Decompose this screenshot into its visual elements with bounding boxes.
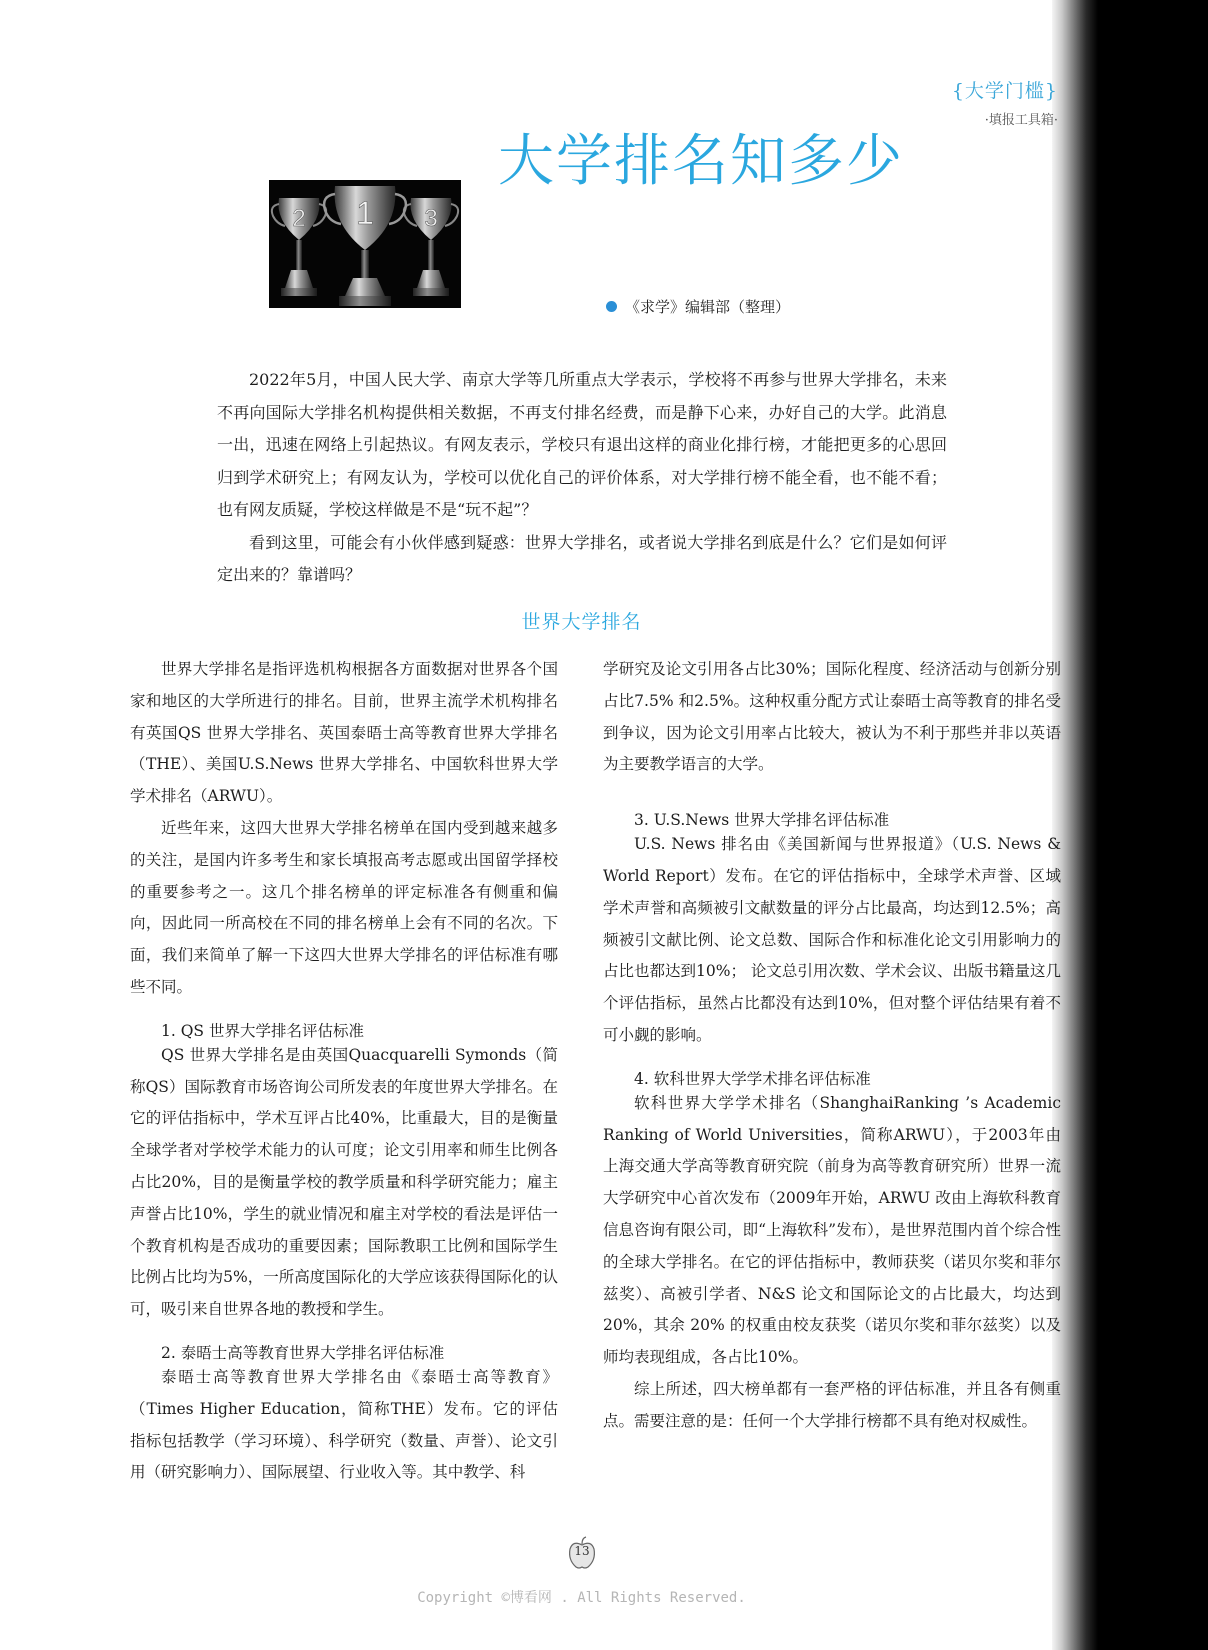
subheading-arwu: 4. 软科世界大学学术排名评估标准: [634, 1069, 871, 1088]
author-credit-text: 《求学》编辑部（整理）: [625, 298, 791, 316]
trophy-number-1: 1: [356, 195, 374, 231]
author-credit: [606, 296, 790, 317]
right-paragraph-arwu: 软科世界大学学术排名（ShanghaiRanking ’s Academic Ranking of World Universities，简称ARWU），于2003年由上海交通大学高等教育研究院（前身为高等教育研究所）世界一流大学研究中心首次发布（2009年开始，ARWU 改由上海软科教育信息咨询有限公司，即“上海软科”发布），是世界范围内首个综合性的全球大学排名。在它的评估指标中，教师获奖（诺贝尔奖和菲尔兹奖）、高被引学者、N&S 论文和国际论文的占比最大，均达到20%，其余 20% 的权重由校友获奖（诺贝尔奖和菲尔兹奖）以及师均表现组成，各占比10%。: [603, 1093, 1061, 1367]
left-paragraph-qs: QS 世界大学排名是由英国Quacquarelli Symonds（简称QS）国际教育市场咨询公司所发表的年度世界大学排名。在它的评估指标中，学术互评占比40%，比重最大，目的是衡量全球学者对学校学术能力的认可度；论文引用率和师生比例各占比20%，目的是衡量学校的教学质量和科学研究能力；雇主声誉占比10%，学生的就业情况和雇主对学校的看法是评估一个教育机构是否成功的重要因素；国际教职工比例和国际学生比例占比均为5%，一所高度国际化的大学应该获得国际化的认可，吸引来自世界各地的教授和学生。: [130, 1045, 558, 1319]
trophies-illustration: [269, 180, 461, 308]
left-column: [130, 654, 558, 1489]
page-number: 13: [574, 1544, 590, 1558]
intro-paragraph-2: 看到这里，可能会有小伙伴感到疑惑：世界大学排名，或者说大学排名到底是什么？它们是如何评定出来的？靠谱吗？: [217, 532, 947, 584]
left-paragraph-1: 世界大学排名是指评选机构根据各方面数据对世界各个国家和地区的大学所进行的排名。目前，世界主流学术机构排名有英国QS 世界大学排名、英国泰晤士高等教育世界大学排名（THE）、美国U.S.News 世界大学排名、中国软科世界大学学术排名（ARWU）。: [130, 660, 558, 806]
intro-paragraph-1: 2022年5月，中国人民大学、南京大学等几所重点大学表示，学校将不再参与世界大学排名，未来不再向国际大学排名机构提供相关数据，不再支付排名经费，而是静下心来，办好自己的大学。此消息一出，迅速在网络上引起热议。有网友表示，学校只有退出这样的商业化排行榜，才能把更多的心思回归到学术研究上；有网友认为，学校可以优化自己的评价体系，对大学排行榜不能全看，也不能不看；也有网友质疑，学校这样做是不是“玩不起”？: [217, 370, 947, 519]
subheading-qs: 1. QS 世界大学排名评估标准: [161, 1021, 364, 1040]
bullet-dot-icon: [606, 301, 617, 312]
page-edge-shadow: [1052, 0, 1208, 1650]
left-paragraph-2: 近些年来，这四大世界大学排名榜单在国内受到越来越多的关注，是国内许多考生和家长填报高考志愿或出国留学择校的重要参考之一。这几个排名榜单的评定标准各有侧重和偏向，因此同一所高校在不同的排名榜单上会有不同的名次。下面，我们来简单了解一下这四大世界大学排名的评估标准有哪些不同。: [130, 818, 558, 996]
copyright-notice: Copyright ©博看网 . All Rights Reserved.: [417, 1590, 746, 1606]
left-paragraph-the: 泰晤士高等教育世界大学排名由《泰晤士高等教育》（Times Higher Education，简称THE）发布。它的评估指标包括教学（学习环境）、科学研究（数量、声誉）、论文引用（研究影响力）、国际展望、行业收入等。其中教学、科: [130, 1367, 558, 1482]
trophy-number-3: 3: [424, 205, 438, 232]
section-subtitle: ·填报工具箱·: [984, 113, 1058, 128]
trophy-number-2: 2: [292, 205, 306, 232]
trophy-image: [269, 180, 461, 308]
right-paragraph-usnews: U.S. News 排名由《美国新闻与世界报道》（U.S. News & World Report）发布。在它的评估指标中，全球学术声誉、区域学术声誉和高频被引文献数量的评分占比最高，均达到12.5%；高频被引文献比例、论文总数、国际合作和标准化论文引用影响力的占比也都达到10%； 论文总引用次数、学术会议、出版书籍量这几个评估指标，虽然占比都没有达到10%，但对整个评估结果有着不可小觑的影响。: [603, 835, 1061, 1044]
right-paragraph-summary: 综上所述，四大榜单都有一套严格的评估标准，并且各有侧重点。需要注意的是：任何一个大学排行榜都不具有绝对权威性。: [603, 1379, 1061, 1430]
intro-section: [217, 364, 947, 592]
right-paragraph-continued: 学研究及论文引用各占比30%；国际化程度、经济活动与创新分别占比7.5% 和2.5%。这种权重分配方式让泰晤士高等教育的排名受到争议，因为论文引用率占比较大，被认为不利于那些并非以英语为主要教学语言的大学。: [603, 660, 1061, 774]
section-heading: 世界大学排名: [521, 611, 642, 633]
article-title: 大学排名知多少: [498, 129, 904, 194]
right-column: [603, 654, 1061, 1438]
section-tag: {大学门槛}: [951, 80, 1058, 102]
subheading-usnews: 3. U.S.News 世界大学排名评估标准: [634, 811, 890, 830]
subheading-the: 2. 泰晤士高等教育世界大学排名评估标准: [161, 1343, 445, 1362]
